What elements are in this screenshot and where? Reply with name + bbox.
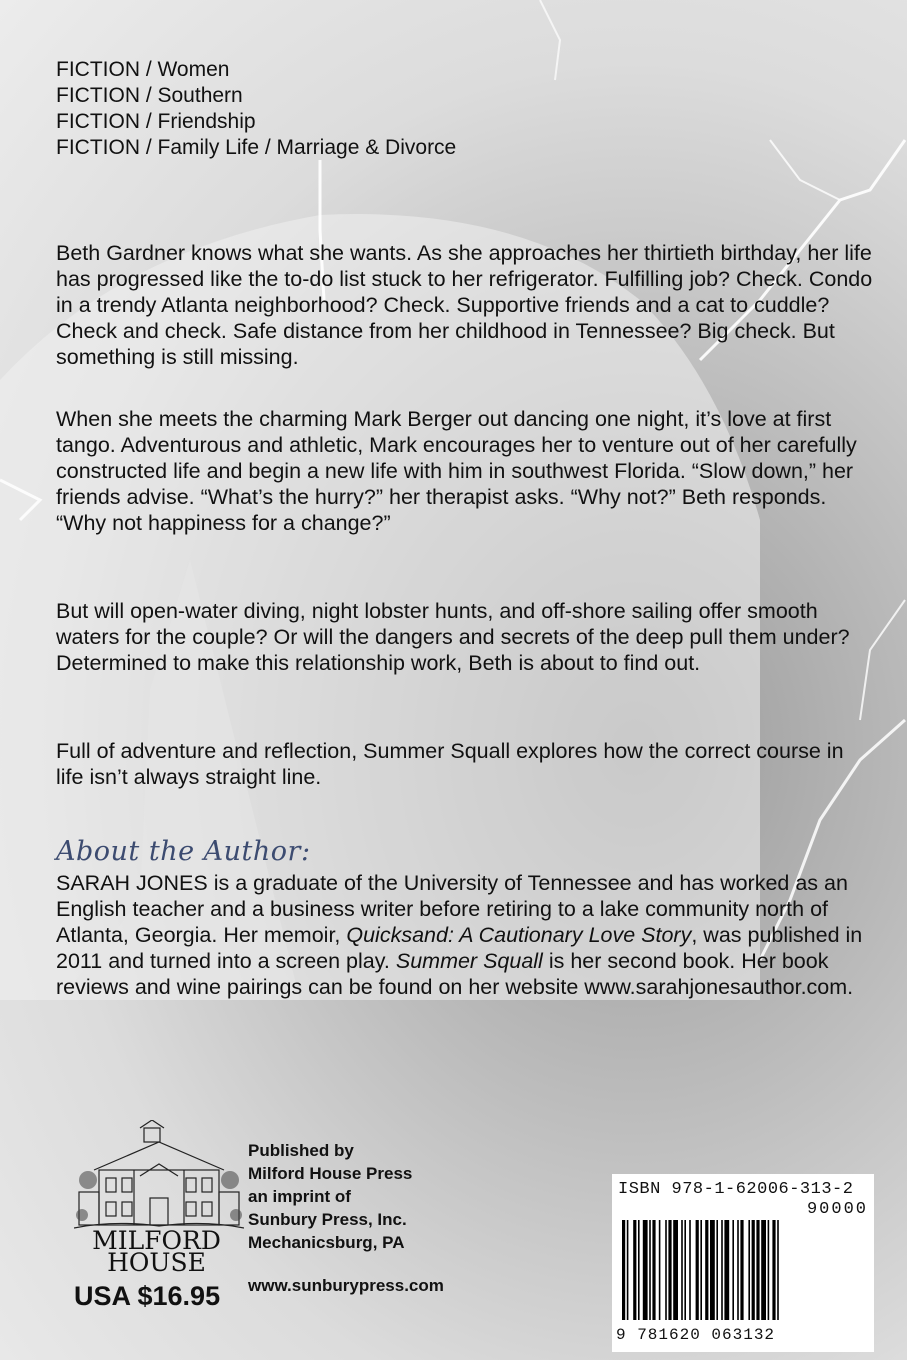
publisher-url: www.sunburypress.com (248, 1276, 444, 1295)
barcode-digits: 9 781620 063132 (616, 1326, 776, 1344)
blurb-paragraph: Beth Gardner knows what she wants. As she approaches her thirtieth birthday, her life has progressed like the to-do list stuck to her refrigerator. Fulfilling job? Check. Condo in a trendy Atlanta neighborhood? Check. Supportive friends and a cat to cuddle? Check and check. Safe distance from her childhood in Tennessee? Big check. But something is still missing. (56, 241, 873, 369)
price-label: USA $16.95 (74, 1281, 221, 1311)
barcode-bar (696, 1220, 699, 1320)
barcode-bar (668, 1220, 671, 1320)
category-item: FICTION / Women (56, 58, 230, 81)
barcode-bar (724, 1220, 729, 1320)
blurb-paragraph: When she meets the charming Mark Berger out dancing one night, it’s love at first tango. Adventurous and athletic, Mark encourages her to venture out of her carefully constructed life and begin a new life with him in southwest Florida. “Slow down,” her friends advise. “What’s the hurry?” her therapist asks. “Why not?” Beth responds. “Why not happiness for a change?” (56, 407, 857, 535)
category-list (56, 57, 456, 161)
logo-text: MILFORD (92, 1226, 221, 1255)
book-title: Summer Squall (395, 949, 543, 973)
barcode-bar (721, 1220, 723, 1320)
barcode-bar (659, 1220, 661, 1320)
category-item: FICTION / Southern (56, 84, 243, 107)
barcode-bar (665, 1220, 667, 1320)
author-bio (56, 870, 874, 1000)
publisher-line: Mechanicsburg, PA (248, 1233, 405, 1252)
blurb-paragraph: Full of adventure and reflection, Summer Squall explores how the correct course in life isn’t always straight line. (56, 739, 844, 789)
barcode-bar (673, 1220, 678, 1320)
barcode-bar (710, 1220, 715, 1320)
barcode-bar (740, 1220, 743, 1320)
publisher-line: Milford House Press (248, 1164, 413, 1183)
barcode-bar (649, 1220, 651, 1320)
publisher-info (248, 1139, 412, 1254)
barcode-icon (622, 1220, 868, 1320)
barcode-bar (768, 1220, 770, 1320)
barcode-bar (622, 1220, 625, 1320)
blurb-paragraph: But will open-water diving, night lobster hunts, and off-shore sailing offer smooth waters for the couple? Or will the dangers and secrets of the deep pull them under? Determined to make this relationship work, Beth is about to find out. (56, 599, 850, 675)
publisher-line: an imprint of (248, 1187, 351, 1206)
bio-text: , was published in 2011 and turned into a screen play. (56, 923, 863, 973)
barcode-bar (756, 1220, 759, 1320)
bio-text: is her second book. Her book reviews and wine pairings can be found on her website www.sarahjonesauthor.com. (56, 949, 854, 999)
category-item: FICTION / Friendship (56, 110, 256, 133)
bio-text: SARAH JONES is a graduate of the University of Tennessee and has worked as an English teacher and a business writer before retiring to a lake community north of Atlanta, Georgia. Her memoir, (56, 871, 848, 947)
barcode-bar (700, 1220, 702, 1320)
barcode-bar (737, 1220, 739, 1320)
isbn-text: ISBN 978-1-62006-313-2 (618, 1180, 854, 1199)
barcode (612, 1174, 874, 1352)
publisher-line: Sunbury Press, Inc. (248, 1210, 407, 1229)
about-author-heading: About the Author: (56, 836, 311, 867)
barcode-bar (643, 1220, 648, 1320)
category-item: FICTION / Family Life / Marriage & Divorce (56, 136, 457, 159)
barcode-bar (689, 1220, 691, 1320)
barcode-bar (681, 1220, 683, 1320)
barcode-bar (732, 1220, 734, 1320)
barcode-bar (684, 1220, 686, 1320)
barcode-bar (752, 1220, 755, 1320)
price-code: 90000 (806, 1200, 868, 1219)
memoir-title: Quicksand: A Cautionary Love Story (346, 923, 692, 947)
barcode-bar (748, 1220, 750, 1320)
barcode-bar (716, 1220, 718, 1320)
barcode-bar (772, 1220, 775, 1320)
barcode-bar (633, 1220, 636, 1320)
barcode-bar (705, 1220, 708, 1320)
barcode-bar (627, 1220, 629, 1320)
barcode-bar (761, 1220, 766, 1320)
publisher-line: Published by (248, 1141, 354, 1160)
barcode-bar (777, 1220, 779, 1320)
barcode-bar (652, 1220, 655, 1320)
logo-text: HOUSE (107, 1248, 206, 1277)
barcode-bar (638, 1220, 640, 1320)
